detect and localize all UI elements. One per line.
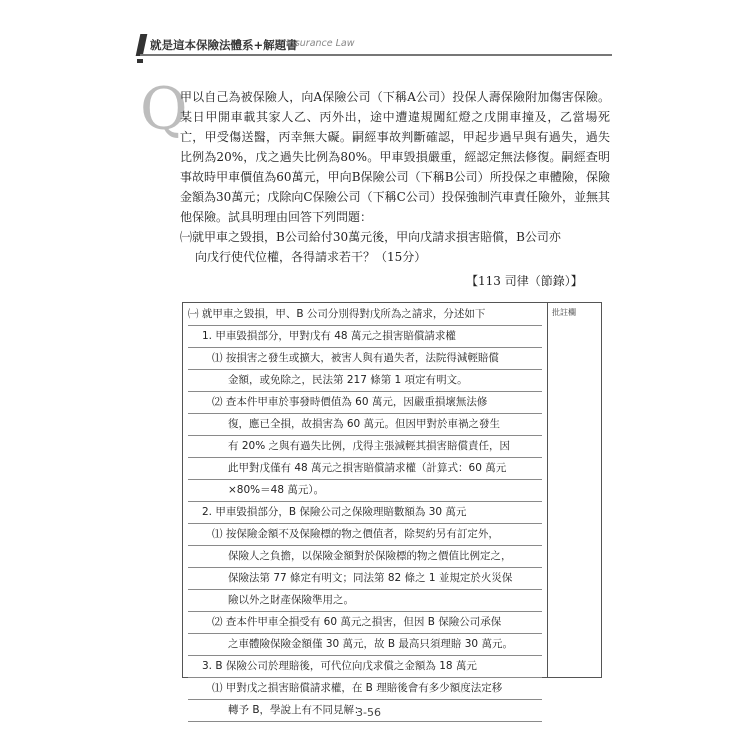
header-title: 就是這本保險法體系+解題書 <box>150 38 298 52</box>
comment-column-label: 批註欄 <box>552 308 576 317</box>
question-source: 【113 司律（節錄）】 <box>466 274 583 288</box>
sub-question <box>180 227 610 267</box>
answer-line: ㈠ 就甲車之毀損，甲、B 公司分別得對戊所為之請求，分述如下 <box>188 304 542 326</box>
answer-line: 保險法第 77 條定有明文；同法第 82 條之 1 並規定於火災保 <box>188 568 542 590</box>
answer-line: 轉予 B，學說上有不同見解： <box>188 700 542 722</box>
answer-line: ⑴ 甲對戊之損害賠償請求權，在 B 理賠後會有多少額度法定移 <box>188 678 542 700</box>
answer-lines <box>188 304 542 722</box>
answer-line: ⑵ 查本件甲車於事發時價值為 60 萬元，因嚴重損壞無法修 <box>188 392 542 414</box>
sub-question-label: ㈠ <box>180 230 193 244</box>
answer-line: 有 20% 之與有過失比例，戊得主張減輕其損害賠償責任，因 <box>188 436 542 458</box>
sub-question-line-1: 就甲車之毀損，B公司給付30萬元後，甲向戊請求損害賠償，B公司亦 <box>192 230 561 244</box>
header-exclamation-dot <box>137 59 143 63</box>
header-subtitle: Insurance Law <box>286 38 355 49</box>
answer-line: 1. 甲車毀損部分，甲對戊有 48 萬元之損害賠償請求權 <box>188 326 542 348</box>
answer-line: 險以外之財產保險準用之。 <box>188 590 542 612</box>
question-mark-icon: Q <box>140 75 188 143</box>
answer-line: 保險人之負擔，以保險金額對於保險標的物之價值比例定之， <box>188 546 542 568</box>
answer-line: 金額，或免除之，民法第 217 條第 1 項定有明文。 <box>188 370 542 392</box>
answer-column-divider <box>547 302 548 678</box>
answer-line: ×80%＝48 萬元）。 <box>188 480 542 502</box>
question-body <box>180 87 610 267</box>
answer-line: ⑵ 查本件甲車全損受有 60 萬元之損害，但因 B 保險公司承保 <box>188 612 542 634</box>
answer-line: 復，應已全損，故損害為 60 萬元。但因甲對於車禍之發生 <box>188 414 542 436</box>
answer-line: 之車體險保險金額僅 30 萬元，故 B 最高只須理賠 30 萬元。 <box>188 634 542 656</box>
header-rule <box>140 54 612 56</box>
page-number: 3-56 <box>356 706 381 719</box>
answer-line: 3. B 保險公司於理賠後，可代位向戊求償之金額為 18 萬元 <box>188 656 542 678</box>
answer-line: ⑴ 按保險金額不及保險標的物之價值者，除契約另有訂定外， <box>188 524 542 546</box>
answer-line: ⑴ 按損害之發生或擴大，被害人與有過失者，法院得減輕賠償 <box>188 348 542 370</box>
header-exclamation-icon <box>136 34 148 56</box>
answer-line: 此甲對戊僅有 48 萬元之損害賠償請求權（計算式：60 萬元 <box>188 458 542 480</box>
question-paragraph: 甲以自己為被保險人，向A保險公司（下稱A公司）投保人壽保險附加傷害保險。某日甲開車載其家人乙、丙外出，途中遭違規闖紅燈之戊開車撞及，乙當場死亡，甲受傷送醫，丙幸無大礙。嗣經事故判斷確認，甲起步過早與有過失，過失比例為20%，戊之過失比例為80%。甲車毀損嚴重，經認定無法修復。嗣經查明事故時甲車價值為60萬元，甲向B保險公司（下稱B公司）所投保之車體險，保險金額為30萬元；戊除向C保險公司（下稱C公司）投保強制汽車責任險外，並無其他保險。試具明理由回答下列問題： <box>180 90 610 224</box>
sub-question-line-2: 向戊行使代位權，各得請求若干？（15分） <box>195 250 427 264</box>
answer-line: 2. 甲車毀損部分，B 保險公司之保險理賠數額為 30 萬元 <box>188 502 542 524</box>
